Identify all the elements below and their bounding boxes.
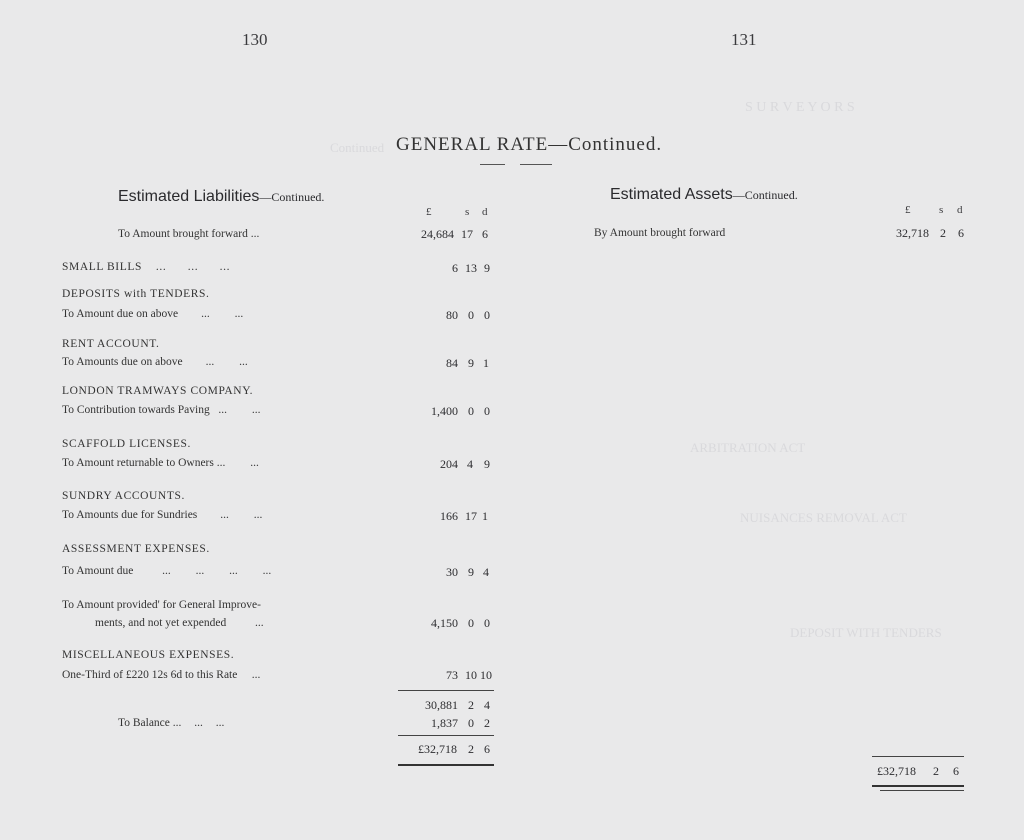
misc-section-heading: MISCELLANEOUS EXPENSES. — [62, 649, 235, 661]
rent-pounds: 84 — [446, 356, 458, 370]
improvements-label-line2 — [95, 617, 264, 629]
unit-pence: d — [482, 206, 488, 218]
leader-dots: ... ... — [201, 308, 244, 320]
title-underline — [520, 164, 552, 165]
label: To Amounts due on above — [62, 356, 183, 368]
leader-dots: ... ... — [216, 457, 259, 469]
tramways-pounds: 1,400 — [431, 404, 458, 418]
label: To Contribution towards Paving — [62, 404, 210, 416]
bleed-through-text: NUISANCES REMOVAL ACT — [740, 510, 907, 525]
small-bills-pence: 9 — [484, 261, 490, 275]
liabilities-heading-suffix: —Continued. — [259, 190, 325, 204]
balance-shillings: 0 — [468, 716, 474, 730]
misc-pence: 10 — [480, 668, 492, 682]
tramways-label — [62, 404, 260, 416]
total-bottom-rule — [398, 764, 494, 766]
assessment-pounds: 30 — [446, 565, 458, 579]
balance-pounds: 1,837 — [431, 716, 458, 730]
rent-pence: 1 — [483, 356, 489, 370]
balance-label — [118, 717, 224, 729]
label: One-Third of £220 12s 6d to this Rate — [62, 669, 238, 681]
label: To Amount due on above — [62, 308, 179, 320]
sundry-pounds: 166 — [440, 509, 458, 523]
liabilities-heading — [118, 188, 324, 206]
total-top-rule — [398, 735, 494, 736]
misc-label — [62, 669, 260, 681]
asset-unit-pence: d — [957, 204, 963, 216]
bleed-through-text: ARBITRATION ACT — [690, 440, 806, 455]
small-bills-pounds: 6 — [452, 261, 458, 275]
small-bills-shillings: 13 — [465, 261, 477, 275]
leader-dots: ... — [251, 669, 261, 681]
scaffold-section-heading: SCAFFOLD LICENSES. — [62, 438, 192, 450]
subtotal-pence: 4 — [484, 698, 490, 712]
assets-total-shillings: 2 — [933, 764, 939, 778]
assets-heading-text: Estimated Assets — [610, 186, 733, 203]
liability-brought-forward-pounds: 24,684 — [421, 227, 454, 241]
misc-shillings: 10 — [465, 668, 477, 682]
assets-total-bottom-rule — [872, 785, 964, 787]
improvements-pounds: 4,150 — [431, 616, 458, 630]
label: To Balance — [118, 717, 170, 729]
leader-dots: ... ... — [205, 356, 248, 368]
left-page-number: 130 — [242, 30, 268, 49]
leader-dots: ... — [255, 617, 264, 629]
improvements-shillings: 0 — [468, 616, 474, 630]
deposits-label — [62, 308, 243, 320]
label: To Amount returnable to Owners — [62, 457, 214, 469]
unit-pounds: £ — [426, 206, 432, 218]
sundry-shillings: 17 — [465, 509, 477, 523]
asset-brought-forward-label: By Amount brought forward — [594, 227, 726, 239]
label: To Amounts due for Sundries — [62, 509, 198, 521]
assets-heading-suffix: —Continued. — [732, 188, 798, 202]
deposits-section-heading: DEPOSITS with TENDERS. — [62, 288, 210, 300]
assets-total-top-rule — [872, 756, 964, 757]
liability-brought-forward-label — [118, 228, 259, 240]
asset-unit-shillings: s — [939, 204, 944, 216]
asset-brought-forward-pence: 6 — [958, 226, 964, 240]
deposits-pounds: 80 — [446, 308, 458, 322]
label: To Amount brought forward — [118, 228, 248, 240]
label: SMALL BILLS — [62, 261, 142, 273]
bleed-through-text: Continued — [330, 140, 385, 155]
label: ments, and not yet expended — [95, 617, 227, 629]
scaffold-pounds: 204 — [440, 457, 458, 471]
bleed-through-text: S U R V E Y O R S — [745, 100, 855, 115]
liability-brought-forward-shillings: 17 — [461, 227, 473, 241]
leader-dots: ... ... — [220, 509, 263, 521]
liabilities-total-pounds: £32,718 — [418, 742, 457, 756]
asset-brought-forward-shillings: 2 — [940, 226, 946, 240]
bleed-through-text: DEPOSIT WITH TENDERS — [790, 625, 942, 640]
unit-shillings: s — [465, 206, 470, 218]
liability-brought-forward-pence: 6 — [482, 227, 488, 241]
sundry-label — [62, 509, 262, 521]
assessment-section-heading: ASSESSMENT EXPENSES. — [62, 543, 210, 555]
right-page-number: 131 — [731, 30, 757, 49]
subtotal-shillings: 2 — [468, 698, 474, 712]
leader-dots: ... ... — [218, 404, 261, 416]
assets-total-pence: 6 — [953, 764, 959, 778]
tramways-pence: 0 — [484, 404, 490, 418]
leader-dots: ... ... ... — [172, 717, 225, 729]
assets-total-pounds: £32,718 — [877, 764, 916, 778]
leader-dots: ... — [250, 228, 260, 240]
assessment-pence: 4 — [483, 565, 489, 579]
assessment-label — [62, 565, 271, 577]
liabilities-total-pence: 6 — [484, 742, 490, 756]
assets-total-bottom-rule-2 — [880, 790, 964, 791]
deposits-pence: 0 — [484, 308, 490, 322]
balance-pence: 2 — [484, 716, 490, 730]
tramways-section-heading: LONDON TRAMWAYS COMPANY. — [62, 385, 254, 397]
sundry-pence: 1 — [482, 509, 488, 523]
subtotal-pounds: 30,881 — [425, 698, 458, 712]
liabilities-heading-text: Estimated Liabilities — [118, 188, 260, 205]
liabilities-total-shillings: 2 — [468, 742, 474, 756]
assessment-shillings: 9 — [468, 565, 474, 579]
deposits-shillings: 0 — [468, 308, 474, 322]
scaffold-shillings: 4 — [467, 457, 473, 471]
leader-dots: ... ... ... — [155, 261, 231, 273]
rent-shillings: 9 — [468, 356, 474, 370]
sundry-section-heading: SUNDRY ACCOUNTS. — [62, 490, 185, 502]
asset-brought-forward-pounds: 32,718 — [896, 226, 929, 240]
small-bills-label — [62, 261, 230, 273]
subtotal-rule — [398, 690, 494, 691]
misc-pounds: 73 — [446, 668, 458, 682]
asset-unit-pounds: £ — [905, 204, 911, 216]
scaffold-label — [62, 457, 259, 469]
title-underline — [480, 164, 505, 165]
rent-section-heading: RENT ACCOUNT. — [62, 338, 160, 350]
improvements-pence: 0 — [484, 616, 490, 630]
leader-dots: ... ... ... ... — [162, 565, 272, 577]
tramways-shillings: 0 — [468, 404, 474, 418]
rent-label — [62, 356, 248, 368]
assets-heading — [610, 186, 798, 204]
improvements-label-line1: To Amount provided' for General Improve- — [62, 599, 261, 611]
scaffold-pence: 9 — [484, 457, 490, 471]
page-title: GENERAL RATE—Continued. — [396, 134, 663, 155]
label: To Amount due — [62, 565, 134, 577]
